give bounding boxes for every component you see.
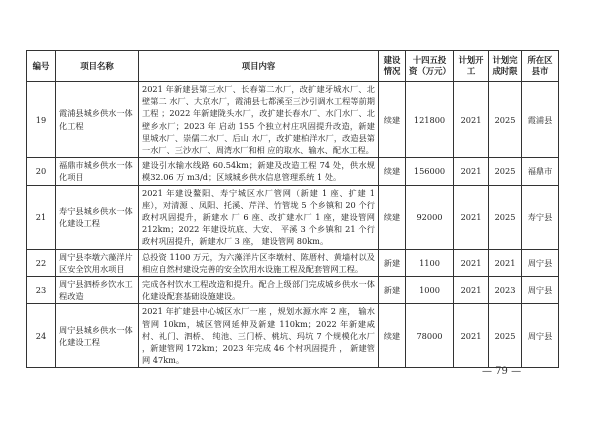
cell-no: 22 <box>27 249 56 276</box>
table-row <box>27 185 559 249</box>
cell-county: 寿宁县 <box>522 185 559 249</box>
cell-end: 2025 <box>489 185 522 249</box>
table-row <box>27 277 559 304</box>
cell-status: 续建 <box>379 82 406 158</box>
cell-end: 2025 <box>489 158 522 185</box>
cell-end: 2021 <box>489 249 522 276</box>
cell-name: 寿宁县城乡供水一体化建设工程 <box>56 185 139 249</box>
cell-county: 周宁县 <box>522 249 559 276</box>
cell-investment: 1000 <box>406 277 454 304</box>
cell-name: 周宁县城乡供水一体化建设工程 <box>56 304 139 368</box>
cell-no: 24 <box>27 304 56 368</box>
cell-county: 福鼎市 <box>522 158 559 185</box>
header-investment: 十四五投资（万元） <box>406 51 454 82</box>
cell-name: 霞浦县城乡供水一体化工程 <box>56 82 139 158</box>
cell-name: 周宁县李墩六藻洋片区安全饮用水项目 <box>56 249 139 276</box>
page-number: — 79 — <box>482 366 522 377</box>
table-row <box>27 158 559 185</box>
cell-start: 2021 <box>454 304 489 368</box>
cell-start: 2021 <box>454 277 489 304</box>
cell-county: 周宁县 <box>522 277 559 304</box>
cell-no: 20 <box>27 158 56 185</box>
cell-start: 2021 <box>454 249 489 276</box>
cell-name: 福鼎市城乡供水一体化项目 <box>56 158 139 185</box>
cell-status: 新建 <box>379 249 406 276</box>
cell-end: 2025 <box>489 304 522 368</box>
header-name: 项目名称 <box>56 51 139 82</box>
header-end: 计划完成时限 <box>489 51 522 82</box>
table-header-row <box>27 51 559 82</box>
header-no: 编号 <box>27 51 56 82</box>
header-content: 项目内容 <box>139 51 379 82</box>
table-row <box>27 82 559 158</box>
cell-start: 2021 <box>454 82 489 158</box>
cell-status: 续建 <box>379 158 406 185</box>
cell-no: 21 <box>27 185 56 249</box>
cell-investment: 92000 <box>406 185 454 249</box>
cell-status: 续建 <box>379 185 406 249</box>
cell-content: 2021 年新建县第三水厂、长春第二水厂，改扩建牙城水厂、北壁第二 水厂、大京水厂，霞浦县七都溪至三沙引调水工程等前期工程 ；2022 年新建陇头水厂，改扩建长春水厂、水门水厂、北壁乡水厂；2023 年 启动 155 个独立村庄巩固提升改造，新建里城水厂、崇儒二水厂、后山 水厂，改扩建柏洋水厂，改造县第一水厂、三沙水厂、周湾水厂和相 应的取水、输水、配水工程。 <box>139 82 379 158</box>
cell-content: 2021 年扩建县中心城区水厂一座 ，规划水源水库 2 座， 输水管网 10km，城区管网延伸及新建 110km；2022 年新建咸村、礼门、泗桥、 纯池、三门桥、桃坑、玛坑 7 个规模化水厂 ，新建管网 172km；2023 年完成 46 个村巩固提升 ， 新建管网 47km。 <box>139 304 379 368</box>
header-status: 建设情况 <box>379 51 406 82</box>
cell-investment: 121800 <box>406 82 454 158</box>
cell-investment: 78000 <box>406 304 454 368</box>
cell-content: 建设引水输水线路 60.54km；新建及改造工程 74 处，供水规模32.06 万 m3/d；区域城乡供水信息管理系统 1 处。 <box>139 158 379 185</box>
cell-no: 23 <box>27 277 56 304</box>
cell-start: 2021 <box>454 185 489 249</box>
header-county: 所在区县市 <box>522 51 559 82</box>
cell-name: 周宁县泗桥乡饮水工程改造 <box>56 277 139 304</box>
table-row <box>27 249 559 276</box>
cell-no: 19 <box>27 82 56 158</box>
cell-investment: 1100 <box>406 249 454 276</box>
header-start: 计划开工 <box>454 51 489 82</box>
cell-content: 2021 年建设鳌阳、寿宁城区水厂管网（新建 1 座、扩建 1 座），对清源 、凤阳、托溪、芹洋、竹管垅 5 个乡镇和 20 个行政村巩固提升，新建水 厂 6 座、改扩建水厂 1 座，建设管网 212km；2022 年建设坑底、大安、 平溪 3 个乡镇和 21 个行政村巩固提升，新建水厂 3 座， 建设管网 80km。 <box>139 185 379 249</box>
cell-end: 2025 <box>489 82 522 158</box>
cell-county: 霞浦县 <box>522 82 559 158</box>
table-row <box>27 304 559 368</box>
project-table <box>26 50 559 368</box>
cell-status: 续建 <box>379 304 406 368</box>
cell-content: 完成各村饮水工程改造和提升。配合上级部门完成城乡供水一体化建设配套基础设施建设。 <box>139 277 379 304</box>
cell-end: 2023 <box>489 277 522 304</box>
cell-start: 2021 <box>454 158 489 185</box>
cell-content: 总投资 1100 万元，为六藻洋片区李墩村、陈厝村、黄墙村以及相应自然村建设完善的安全饮用水设施工程及配套管网工程。 <box>139 249 379 276</box>
cell-status: 新建 <box>379 277 406 304</box>
cell-county: 周宁县 <box>522 304 559 368</box>
cell-investment: 156000 <box>406 158 454 185</box>
